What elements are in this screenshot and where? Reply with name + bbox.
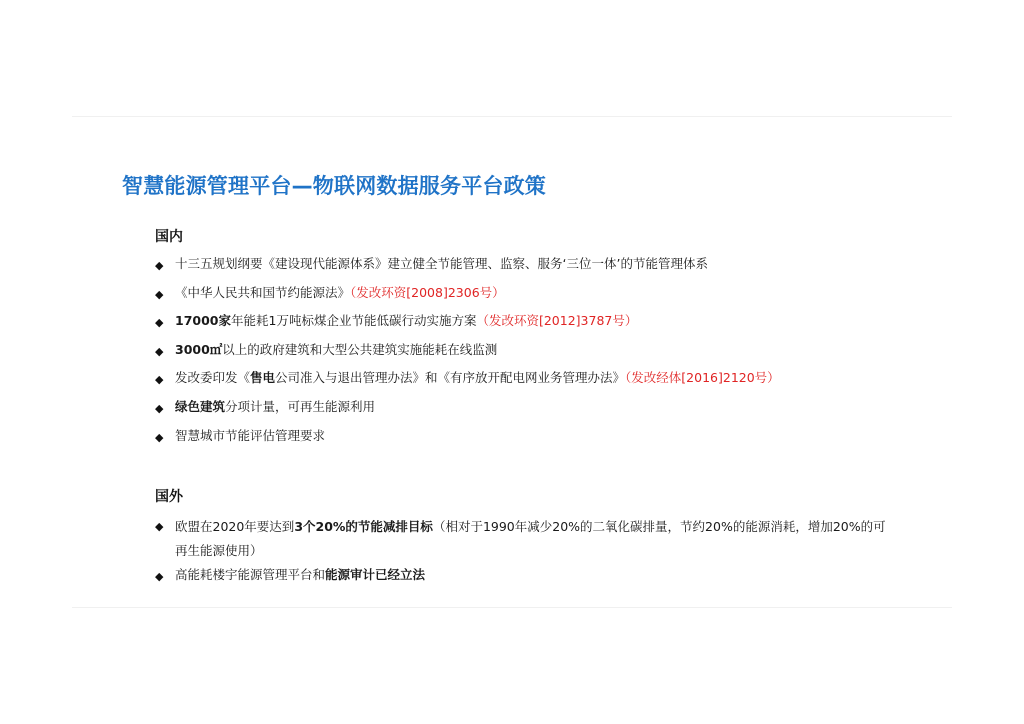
list-item [155, 285, 895, 301]
list-item [155, 313, 895, 329]
section-heading-domestic: 国内 [155, 229, 183, 245]
diamond-bullet-icon: ◆ [155, 520, 164, 533]
diamond-bullet-icon: ◆ [155, 316, 164, 330]
item-emphasis: 17000家 [175, 313, 231, 329]
diamond-bullet-icon: ◆ [155, 344, 164, 358]
item-emphasis: 绿色建筑 [175, 398, 226, 414]
item-text: 以上的政府建筑和大型公共建筑实施能耗在线监测 [222, 341, 498, 357]
item-text: 分项计量，可再生能源利用 [225, 398, 376, 414]
diamond-bullet-icon: ◆ [155, 401, 164, 415]
item-text: 公司准入与退出管理办法》和《有序放开配电网业务管理办法》 [275, 370, 626, 386]
list-item [155, 515, 895, 563]
diamond-bullet-icon: ◆ [155, 259, 164, 272]
item-text: 《中华人民共和国节约能源法》 [175, 284, 351, 300]
item-text: （相对于1990年减少20%的二氧化碳排量，节约20%的能源消耗，增加20%的可再生能源使用） [175, 519, 886, 558]
item-prefix: 欧盟在2020年要达到 [175, 519, 295, 534]
document-reference: （发改经体[2016]2120号） [625, 370, 780, 386]
list-item [155, 370, 895, 386]
item-emphasis: 售电 [250, 370, 276, 386]
bottom-divider [72, 607, 952, 608]
top-divider [72, 116, 952, 117]
list-item [155, 567, 895, 583]
item-text: 年能耗1万吨标煤企业节能低碳行动实施方案 [231, 313, 477, 329]
item-emphasis: 能源审计已经立法 [325, 567, 426, 582]
page-title: 智慧能源管理平台—物联网数据服务平台政策 [122, 174, 546, 198]
section-heading-foreign: 国外 [155, 489, 183, 505]
document-reference: （发改环资[2012]3787号） [476, 313, 638, 329]
item-text: 智慧城市节能评估管理要求 [175, 427, 326, 443]
list-item [155, 256, 895, 272]
item-prefix: 高能耗楼宇能源管理平台和 [175, 567, 326, 582]
document-reference: （发改环资[2008]2306号） [350, 284, 505, 300]
item-emphasis: 3个20%的节能减排目标 [294, 519, 433, 534]
item-prefix: 发改委印发《 [175, 370, 251, 386]
diamond-bullet-icon: ◆ [155, 373, 164, 387]
item-text: 十三五规划纲要《建设现代能源体系》建立健全节能管理、监察、服务‘三位一体’的节能管理体系 [175, 256, 708, 271]
item-emphasis: 3000㎡ [175, 341, 223, 357]
foreign-policy-list [155, 515, 895, 596]
diamond-bullet-icon: ◆ [155, 287, 164, 301]
list-item [155, 342, 895, 358]
list-item [155, 399, 895, 415]
domestic-policy-list [155, 256, 895, 456]
list-item [155, 428, 895, 444]
diamond-bullet-icon: ◆ [155, 430, 164, 444]
diamond-bullet-icon: ◆ [155, 570, 164, 583]
